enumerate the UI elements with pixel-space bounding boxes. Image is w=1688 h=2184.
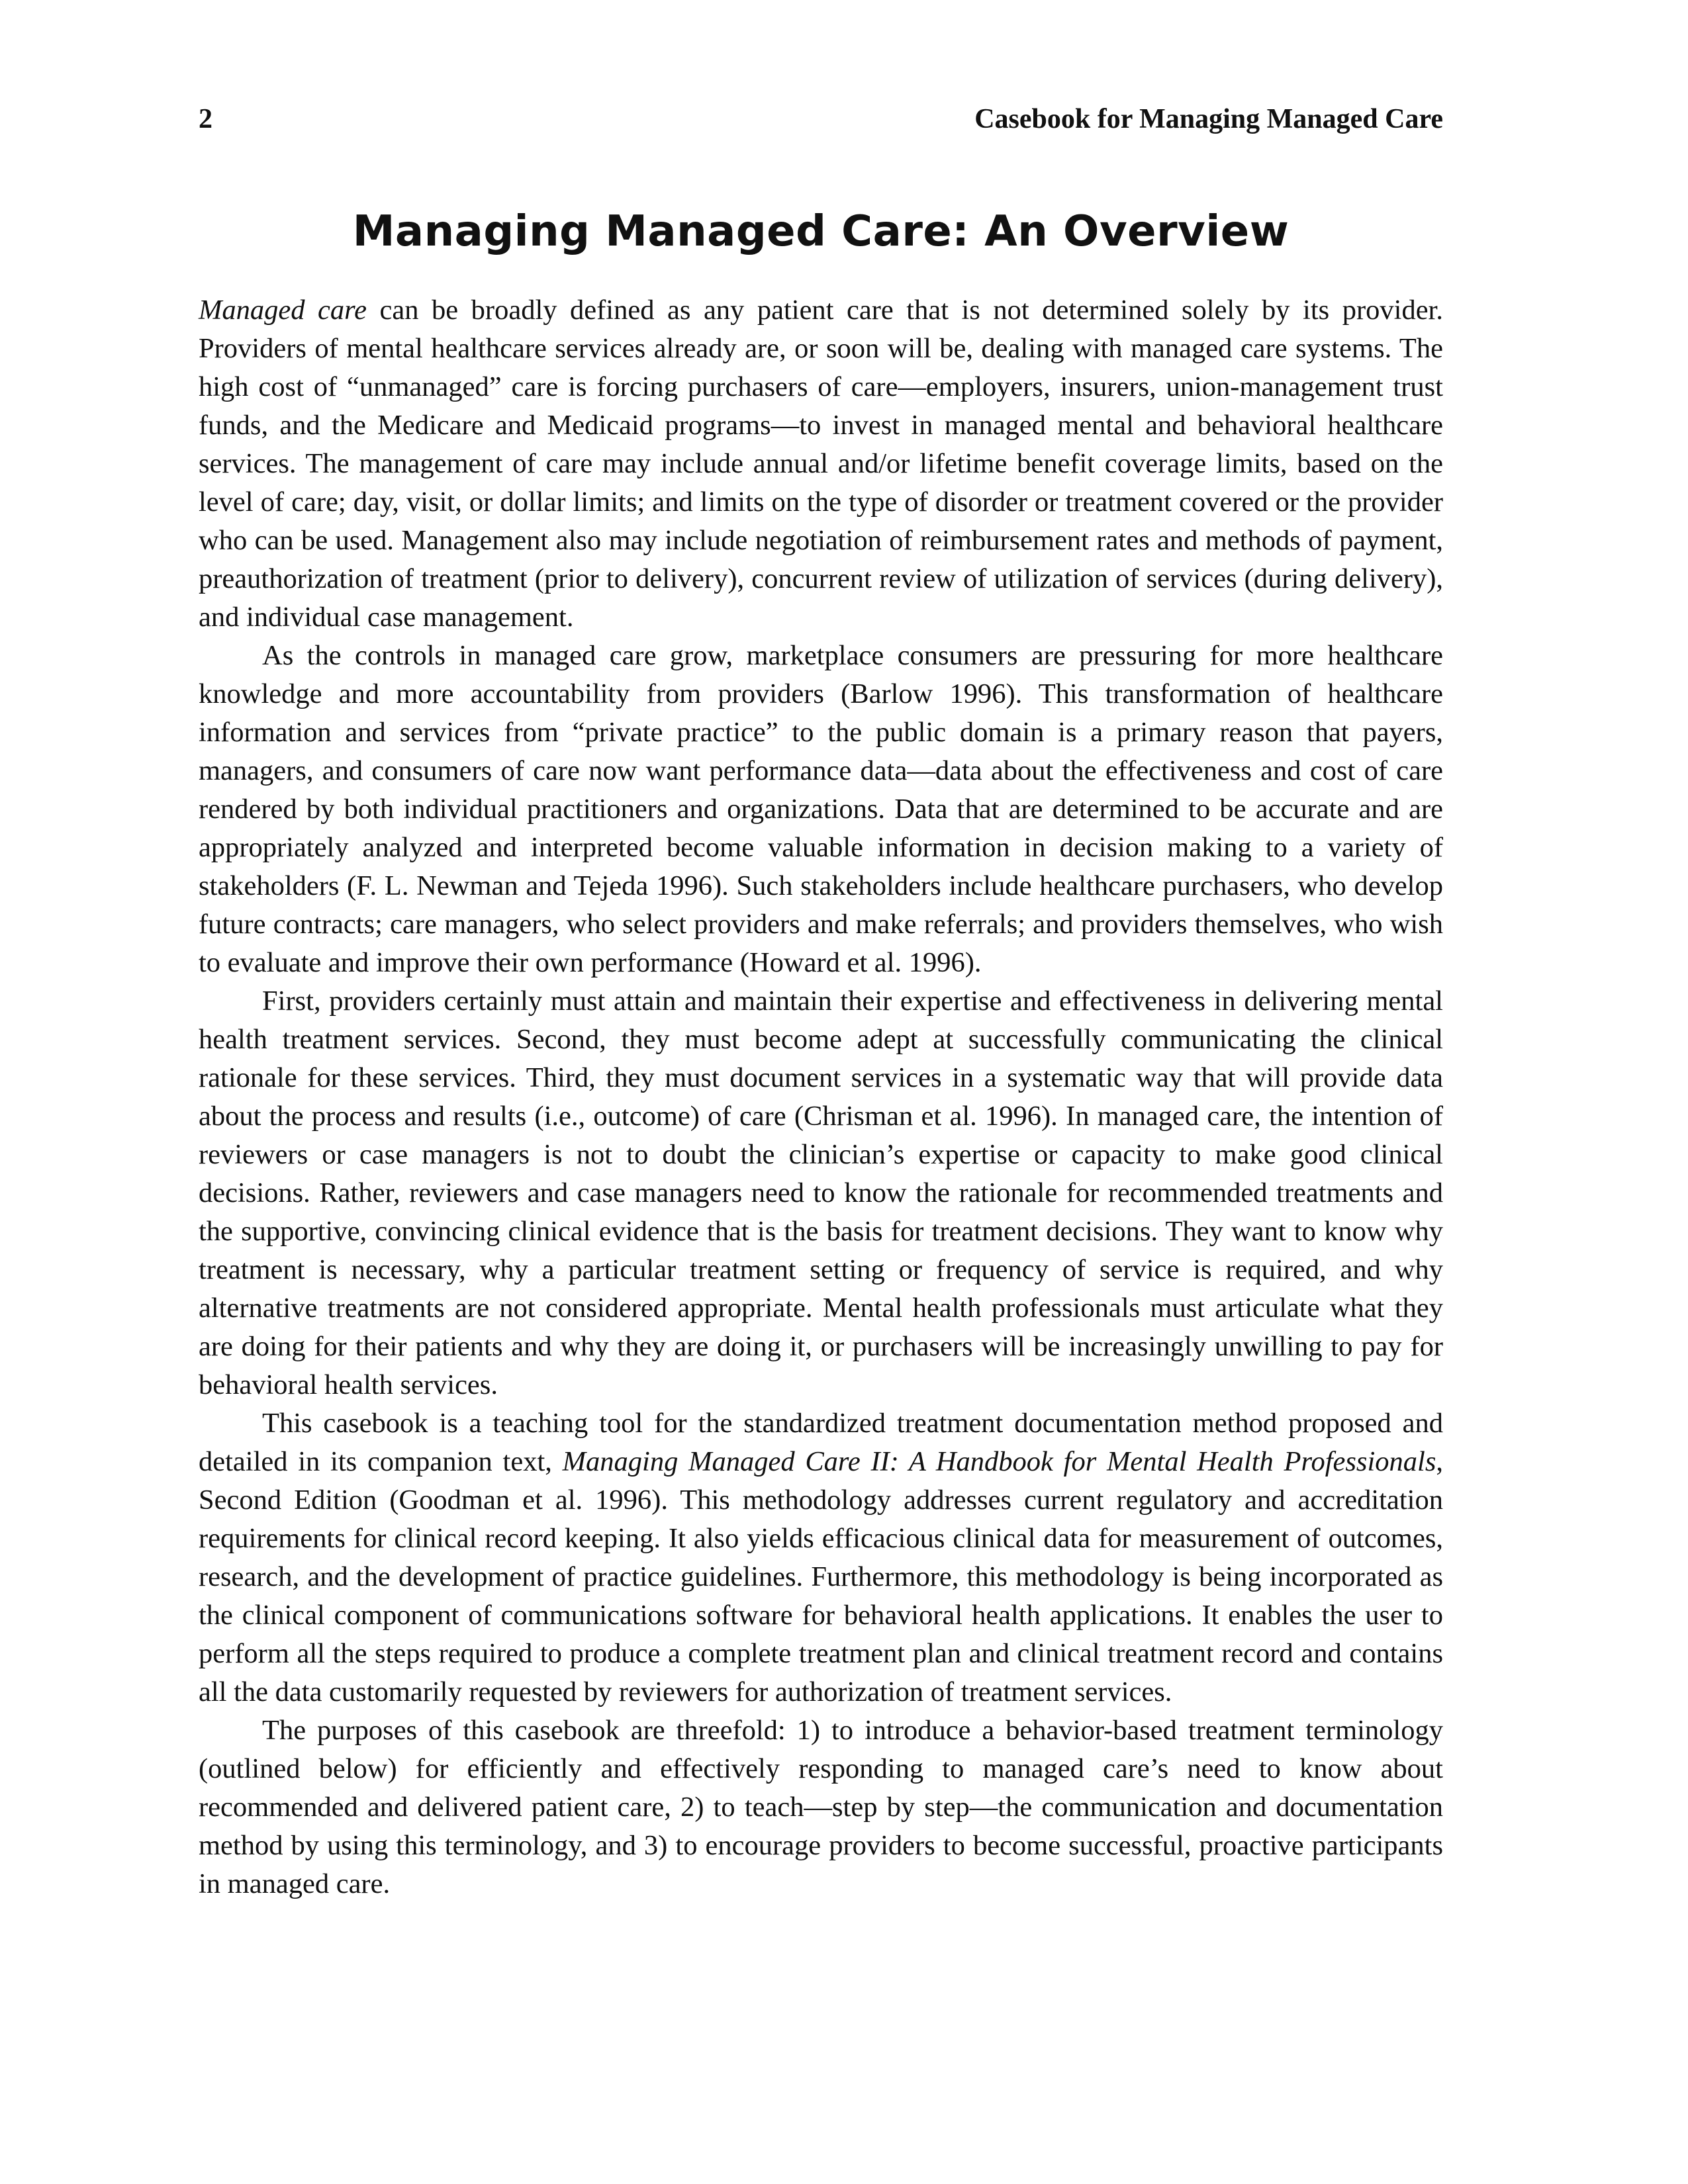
page-number: 2 [199, 104, 212, 134]
paragraph-3: First, providers certainly must attain and maintain their expertise and effectiveness in delivering mental health treatment services. Second, they must become adept at successfully communicating the clinical rationale for these services. Third, they must document services in a systematic way that will provide data about the process and results (i.e., outcome) of care (Chrisman et al. 1996). In managed care, the intention of reviewers or case managers is not to doubt the clinician’s expertise or capacity to make good clinical decisions. Rather, reviewers and case managers need to know the rationale for recommended treatments and the supportive, convincing clinical evidence that is the basis for treatment decisions. They want to know why treatment is necessary, why a particular treatment setting or frequency of service is required, and why alternative treatments are not considered appropriate. Mental health professionals must articulate what they are doing for their patients and why they are doing it, or purchasers will be increasingly unwilling to pay for behavioral health services. [199, 985, 1443, 1400]
paragraph-1 [199, 291, 1443, 637]
paragraph-2: As the controls in managed care grow, marketplace consumers are pressuring for more healthcare knowledge and more accountability from providers (Barlow 1996). This transformation of healthcare information and services from “private practice” to the public domain is a primary reason that payers, managers, and consumers of care now want performance data—data about the effectiveness and cost of care rendered by both individual practitioners and organizations. Data that are determined to be accurate and are appropriately analyzed and interpreted become valuable information in decision making to a variety of stakeholders (F. L. Newman and Tejeda 1996). Such stakeholders include healthcare purchasers, who develop future contracts; care managers, who select providers and make referrals; and providers themselves, who wish to evaluate and improve their own performance (Howard et al. 1996). [199, 640, 1443, 978]
chapter-title: Managing Managed Care: An Overview [352, 207, 1289, 256]
term-managed-care: Managed care [199, 295, 367, 326]
paragraph-5: The purposes of this casebook are threefold: 1) to introduce a behavior-based treatment terminology (outlined below) for efficiently and effectively responding to managed care’s need to know about recommended and delivered patient care, 2) to teach—step by step—the communication and documentation method by using this terminology, and 3) to encourage providers to become successful, proactive participants in managed care. [199, 1715, 1443, 1899]
body-text [199, 291, 1443, 1903]
paragraph-4 [199, 1404, 1443, 1711]
running-head [199, 99, 1443, 139]
book-title: Casebook for Managing Managed Care [974, 104, 1443, 134]
paragraph-4-text-before: This casebook is a teaching tool for the standardized treatment documentation method proposed and detailed in its companion text, [199, 1408, 1443, 1477]
companion-text-title: Managing Managed Care II: A Handbook for Mental Health Professionals [562, 1446, 1436, 1477]
paragraph-4-text-after: , Second Edition (Goodman et al. 1996). This methodology addresses current regulatory and accreditation requirements for clinical record keeping. It also yields efficacious clinical data for measurement of outcomes, research, and the development of practice guidelines. Furthermore, this methodology is being incorporated as the clinical component of communications software for behavioral health applications. It enables the user to perform all the steps required to produce a complete treatment plan and clinical treatment record and contains all the data customarily requested by reviewers for authorization of treatment services. [199, 1446, 1443, 1707]
paragraph-1-text: can be broadly defined as any patient care that is not determined solely by its provider. Providers of mental healthcare services already are, or soon will be, dealing with managed care systems. The high cost of “unmanaged” care is forcing purchasers of care—employers, insurers, union-management trust funds, and the Medicare and Medicaid programs—to invest in managed mental and behavioral healthcare services. The management of care may include annual and/or lifetime benefit coverage limits, based on the level of care; day, visit, or dollar limits; and limits on the type of disorder or treatment covered or the provider who can be used. Management also may include negotiation of reimbursement rates and methods of payment, preauthorization of treatment (prior to delivery), concurrent review of utilization of services (during delivery), and individual case management. [199, 295, 1443, 633]
